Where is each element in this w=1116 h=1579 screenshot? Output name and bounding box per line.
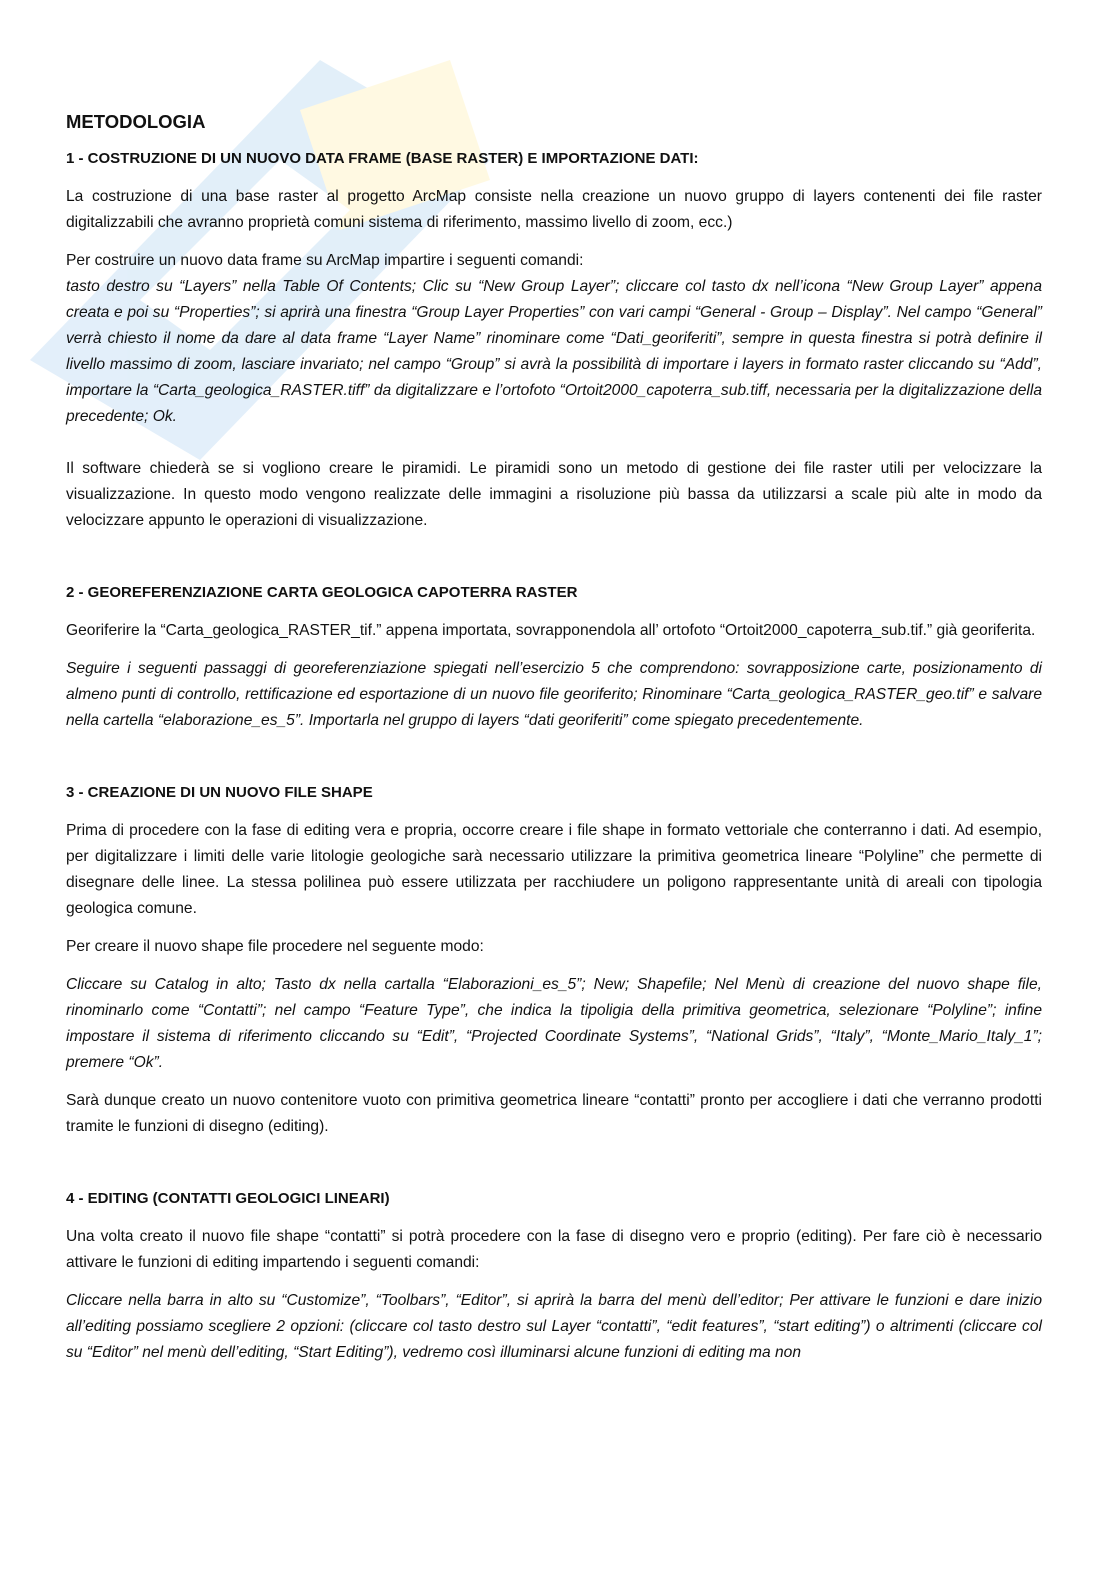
section-1-heading: 1 - COSTRUZIONE DI UN NUOVO DATA FRAME (BASE RASTER) E IMPORTAZIONE DATI: [66, 150, 699, 167]
section-3 [66, 780, 1042, 1140]
section-1 [66, 146, 1042, 534]
section-1-paragraph-3: Il software chiederà se si vogliono creare le piramidi. Le piramidi sono un metodo di gestione dei file raster utili per velocizzare la visualizzazione. In questo modo vengono realizzate delle immagini a risoluzione più bassa da utilizzarsi a scale più alte in modo da velocizzare appunto le operazioni di visualizzazione. [66, 460, 1042, 529]
section-3-paragraph-1: Prima di procedere con la fase di editing vera e propria, occorre creare i file shape in formato vettoriale che conterranno i dati. Ad esempio, per digitalizzare i limiti delle varie litologie geologiche sarà necessario utilizzare la primitiva geometrica lineare “Polyline” che permette di disegnare delle linee. La stessa polilinea può essere utilizzata per racchiudere un poligono rappresentante unità di areali con tipologia geologica comune. [66, 822, 1042, 917]
section-4-heading: 4 - EDITING (CONTATTI GEOLOGICI LINEARI) [66, 1190, 390, 1207]
section-2-heading: 2 - GEOREFERENZIAZIONE CARTA GEOLOGICA CAPOTERRA RASTER [66, 584, 578, 601]
section-2 [66, 580, 1042, 734]
section-2-paragraph-2: Seguire i seguenti passaggi di georeferenziazione spiegati nell’esercizio 5 che comprendono: sovrapposizione carte, posizionamento di almeno punti di controllo, rettificazione ed esportazione di un nuovo file georiferito; Rinominare “Carta_geologica_RASTER_geo.tif” e salvare nella cartella “elaborazione_es_5”. Importarla nel gruppo di layers “dati georiferiti” come spiegato precedentemente. [66, 660, 1042, 729]
section-3-paragraph-2: Per creare il nuovo shape file procedere nel seguente modo: [66, 938, 484, 955]
section-1-paragraph-1: La costruzione di una base raster al progetto ArcMap consiste nella creazione un nuovo gruppo di layers contenenti dei file raster digitalizzabili che avranno proprietà comuni sistema di riferimento, massimo livello di zoom, ecc.) [66, 188, 1042, 231]
document-title: METODOLOGIA [66, 111, 206, 132]
document-page [66, 108, 1042, 1378]
section-3-paragraph-4: Sarà dunque creato un nuovo contenitore vuoto con primitiva geometrica lineare “contatti” pronto per accogliere i dati che verranno prodotti tramite le funzioni di disegno (editing). [66, 1092, 1042, 1135]
section-4-paragraph-2: Cliccare nella barra in alto su “Customize”, “Toolbars”, “Editor”, si aprirà la barra del menù dell’editor; Per attivare le funzioni e dare inizio all’editing possiamo scegliere 2 opzioni: (cliccare col tasto destro sul Layer “contatti”, “edit features”, “start editing”) o altrimenti (cliccare col su “Editor” nel menù dell’editing, “Start Editing”), vedremo così illuminarsi alcune funzioni di editing ma non [66, 1292, 1042, 1361]
section-4-paragraph-1: Una volta creato il nuovo file shape “contatti” si potrà procedere con la fase di disegno vero e proprio (editing). Per fare ciò è necessario attivare le funzioni di editing impartendo i seguenti comandi: [66, 1228, 1042, 1271]
section-3-paragraph-3: Cliccare su Catalog in alto; Tasto dx nella cartalla “Elaborazioni_es_5”; New; Shapefile; Nel Menù di creazione del nuovo shape file, rinominarlo come “Contatti”; nel campo “Feature Type”, che indica la tipoligia della primitiva geometrica, selezionare “Polyline”; infine impostare il sistema di riferimento cliccando su “Edit”, “Projected Coordinate Systems”, “National Grids”, “Italy”, “Monte_Mario_Italy_1”; premere “Ok”. [66, 976, 1042, 1071]
section-1-paragraph-2-intro: Per costruire un nuovo data frame su ArcMap impartire i seguenti comandi: [66, 252, 584, 269]
section-1-paragraph-2-instructions: tasto destro su “Layers” nella Table Of Contents; Clic su “New Group Layer”; cliccare col tasto dx nell’icona “New Group Layer” appena creata e poi su “Properties”; si aprirà una finestra “Group Layer Properties” con vari campi “General - Group – Display”. Nel campo “General” verrà chiesto il nome da dare al data frame “Layer Name” rinominare come “Dati_georiferiti”, sempre in questa finestra si potrà definire il livello massimo di zoom, lasciare invariato; nel campo “Group” si avrà la possibilità di importare i layers in formato raster cliccando su “Add”, importare la “Carta_geologica_RASTER.tiff” da digitalizzare e l’ortofoto “Ortoit2000_capoterra_sub.tiff, necessaria per la digitalizzazione della precedente; Ok. [66, 278, 1042, 425]
section-4 [66, 1186, 1042, 1366]
section-2-paragraph-1: Georiferire la “Carta_geologica_RASTER_tif.” appena importata, sovrapponendola all’ ortofoto “Ortoit2000_capoterra_sub.tif.” già georiferita. [66, 622, 1036, 639]
section-3-heading: 3 - CREAZIONE DI UN NUOVO FILE SHAPE [66, 784, 373, 801]
